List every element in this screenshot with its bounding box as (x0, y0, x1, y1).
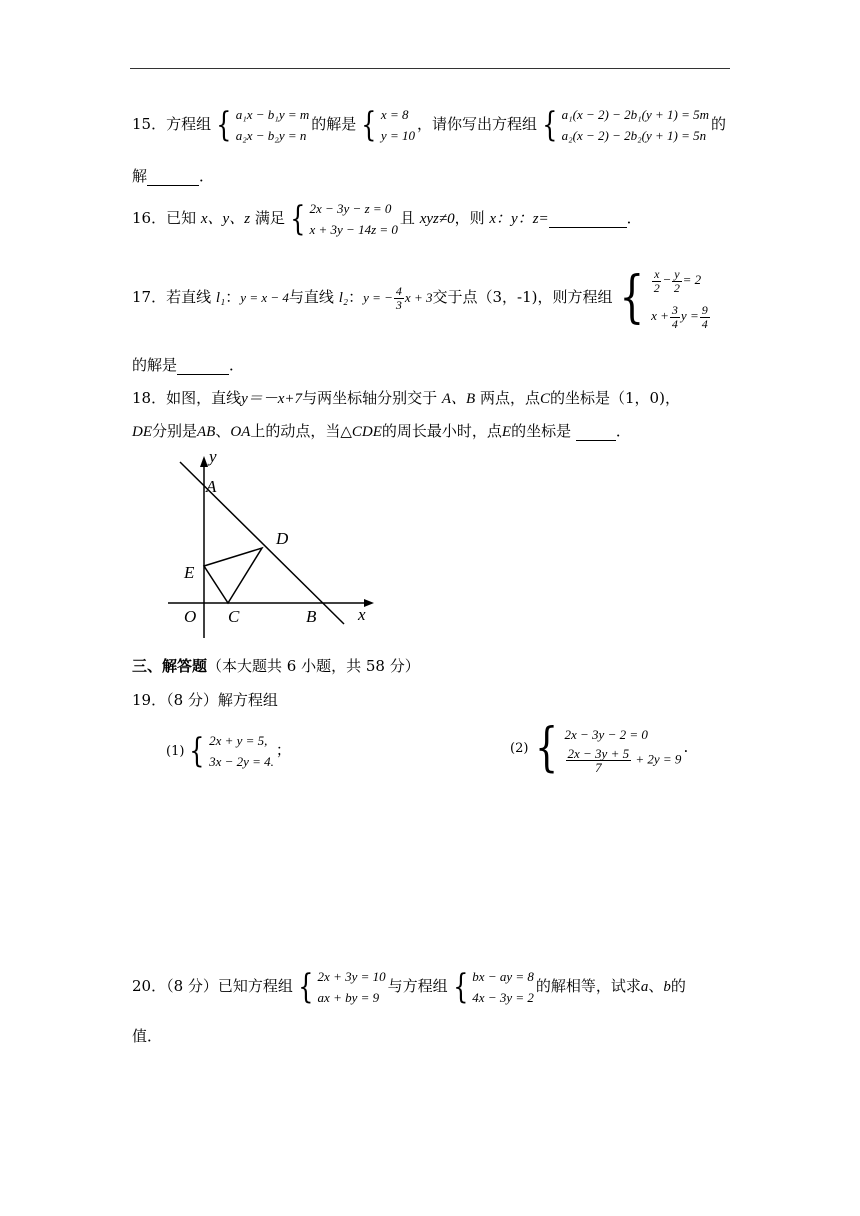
label-o: O (184, 607, 197, 626)
q17-number: 17． (132, 288, 167, 306)
section-heading: 三、解答题（本大题共 6 小题，共 58 分） (132, 657, 420, 675)
q18-figure (162, 452, 384, 642)
q15-system-c: { a₁(x − 2) − 2b₁(y + 1) = 5m a₂(x − 2) − 2b₂(y + 1) = 5n (542, 105, 709, 145)
q17-system: { $\frac{x}{2}$ − $\frac{y}{2}$ = 2 x + $\frac{3}{4}$ y = $\frac{9}{4}$ (619, 265, 708, 331)
triangle-cde (204, 548, 262, 603)
q17-answer-blank[interactable] (177, 356, 229, 375)
label-c: C (228, 607, 240, 626)
q15-system-b: { x = 8 y = 10 (361, 105, 415, 145)
q15-number: 15． (132, 115, 167, 133)
q20-system-a: { 2x + 3y = 10 ax + by = 9 (298, 967, 386, 1007)
q19-line: 19．（8 分）解方程组 (132, 691, 278, 709)
label-y: y (209, 452, 217, 466)
q18-line-1: 18．如图，直线y＝－x+7与两坐标轴分别交于 A、B 两点，点C的坐标是（1，0)， (132, 389, 680, 407)
q20-line-2: 值． (132, 1027, 163, 1045)
label-a: A (206, 477, 217, 496)
label-b: B (306, 607, 317, 626)
q17-line-2: 的解是 ． (132, 356, 245, 374)
q15-system-a: { a₁x − b₁y = m a₂x − b₂y = n (216, 105, 310, 145)
label-x: x (358, 605, 366, 624)
q18-line-2: DE分别是AB、OA上的动点，当△CDE的周长最小时，点E的坐标是 ． (132, 422, 631, 440)
q16-number: 16． (132, 209, 167, 227)
y-axis-arrow-icon (200, 456, 208, 467)
q15-line-2: 解 ． (132, 167, 215, 185)
q16-system: { 2x − 3y − z = 0 x + 3y − 14z = 0 (290, 199, 398, 239)
label-d: D (276, 529, 289, 548)
q20-system-b: { bx − ay = 8 4x − 3y = 2 (452, 967, 534, 1007)
q18-answer-blank[interactable] (576, 422, 616, 441)
q20-number: 20． (132, 977, 167, 995)
q15-line-1: 15．方程组 { a₁x − b₁y = m a₂x − b₂y = n 的解是 { x = 8 y = 10 ，请你写出方程组 { a₁(x − 2) − 2b₁(y + 1) = 5m a₂(x − 2) − 2b₂(y + 1) = 5n 的 (132, 105, 727, 145)
q18-number: 18． (132, 389, 167, 407)
q19-number: 19． (132, 691, 167, 709)
q17-line-1: 17．若直线 l₁：y = x − 4与直线 l₂：y = − $\frac{4}{3}$ x + 3交于点（3，-1)，则方程组 { $\frac{x}{2}$ − $\frac{y}{2}$ = 2 x + $\frac{3}{4}$ y = $\frac{9}{4}$ (132, 262, 713, 334)
header-rule (130, 68, 730, 69)
q19-part-2: (2) { 2x − 3y − 2 = 0 $\frac{2x - 3y + 5}{7}$ + 2y = 9 . (510, 718, 689, 778)
q16-line: 16．已知 x、y、z 满足 { 2x − 3y − z = 0 x + 3y − 14z = 0 且 xyz≠0，则 x：y：z= ． (132, 199, 642, 239)
q19-part-1: (1) { 2x + y = 5, 3x − 2y = 4. ； (166, 731, 291, 771)
q20-line-1: 20．（8 分）已知方程组 { 2x + 3y = 10 ax + by = 9 与方程组 { bx − ay = 8 4x − 3y = 2 的解相等，试求a、b的 (132, 967, 686, 1007)
q16-answer-blank[interactable] (549, 209, 627, 228)
q15-answer-blank[interactable] (147, 167, 199, 186)
label-e: E (184, 563, 195, 582)
